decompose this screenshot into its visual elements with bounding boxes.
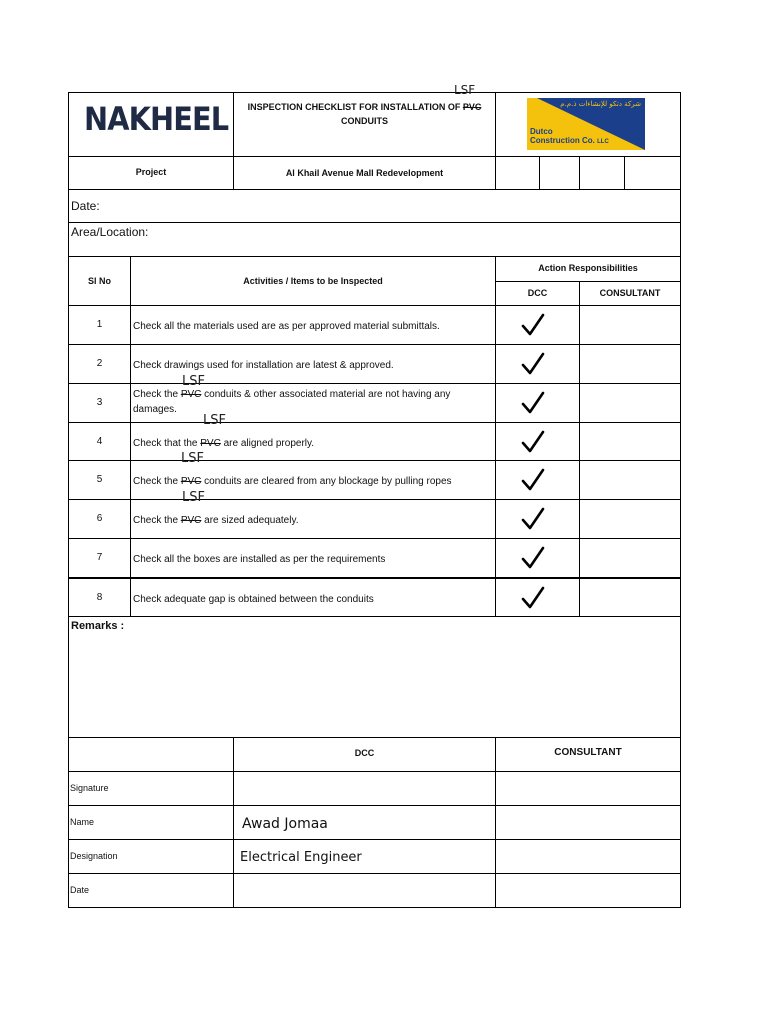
dutco-logo-line1: Dutco	[530, 127, 553, 136]
check-mark-icon	[520, 390, 546, 416]
row-activity-struck: PVC	[180, 515, 202, 526]
row-number: 4	[96, 436, 103, 447]
col-sl-no: Sl No	[87, 276, 111, 286]
row-activity: Check adequate gap is obtained between the conduits	[133, 594, 374, 605]
row-activity-pre: Check that the	[133, 438, 201, 449]
row-number: 5	[96, 474, 103, 485]
title-struck-text: PVC	[462, 102, 482, 112]
check-mark-icon	[520, 312, 546, 338]
project-label: Project	[135, 167, 167, 177]
row-number: 8	[96, 592, 103, 603]
designation-label: Designation	[70, 851, 118, 861]
signoff-date-label: Date	[70, 885, 90, 895]
row-activity	[133, 474, 452, 489]
check-mark-icon	[520, 545, 546, 571]
check-mark-icon	[520, 429, 546, 455]
row-activity: Check all the materials used are as per approved material submittals.	[133, 321, 440, 332]
dutco-logo	[527, 98, 645, 150]
row-activity-struck: PVC	[200, 438, 221, 449]
title-text-line2: CONDUITS	[341, 116, 388, 126]
dutco-logo-name	[530, 127, 609, 147]
col-dcc: DCC	[527, 288, 548, 298]
row-number: 7	[96, 552, 103, 563]
row-activity: Check drawings used for installation are latest & approved.	[133, 360, 394, 371]
row-replacement-text: LSF	[182, 490, 205, 505]
row-activity-post: are sized adequately.	[201, 515, 299, 526]
row-replacement-text: LSF	[182, 374, 205, 389]
row-activity-pre: Check the	[133, 515, 181, 526]
project-value: Al Khail Avenue Mall Redevelopment	[285, 168, 444, 178]
check-mark-icon	[520, 351, 546, 377]
row-activity-post: are aligned properly.	[220, 438, 315, 449]
dutco-logo-llc: LLC	[597, 139, 609, 145]
page-title	[234, 100, 495, 128]
row-activity-struck: PVC	[180, 389, 202, 400]
title-text: INSPECTION CHECKLIST FOR INSTALLATION OF	[247, 102, 463, 112]
check-mark-icon	[520, 506, 546, 532]
col-consultant: CONSULTANT	[599, 288, 661, 298]
date-label: Date:	[71, 199, 100, 213]
remarks-label: Remarks :	[71, 620, 125, 632]
row-activity	[133, 387, 450, 417]
row-number: 3	[96, 397, 103, 408]
area-location-label: Area/Location:	[71, 225, 149, 239]
row-activity-pre: Check the	[133, 389, 181, 400]
row-activity-struck: PVC	[180, 476, 202, 487]
signature-label: Signature	[70, 783, 109, 793]
row-activity-line2: damages.	[133, 404, 177, 415]
nakheel-logo: NAKHEEL	[84, 100, 229, 138]
row-activity-post: conduits are cleared from any blockage by pulling ropes	[201, 476, 452, 487]
dutco-logo-arabic: شركة دتكو للإنشاءات ذ.م.م	[560, 100, 641, 108]
dutco-logo-line2: Construction Co.	[530, 136, 595, 145]
name-label: Name	[70, 817, 95, 827]
row-activity-pre: Check the	[133, 476, 181, 487]
signoff-col-dcc: DCC	[354, 748, 375, 758]
check-mark-icon	[520, 467, 546, 493]
row-replacement-text: LSF	[203, 413, 226, 428]
row-number: 6	[96, 513, 103, 524]
row-activity-post: conduits & other associated material are not having any	[201, 389, 451, 400]
row-activity	[133, 436, 314, 451]
col-action-responsibilities: Action Responsibilities	[538, 263, 638, 273]
row-replacement-text: LSF	[181, 451, 204, 466]
check-mark-icon	[520, 585, 546, 611]
col-activities: Activities / Items to be Inspected	[243, 276, 383, 286]
row-number: 1	[96, 319, 103, 330]
name-value: Awad Jomaa	[242, 816, 328, 832]
designation-value: Electrical Engineer	[240, 850, 362, 865]
signoff-col-consultant: CONSULTANT	[554, 747, 622, 758]
row-activity	[133, 513, 298, 528]
title-replacement-text: LSF	[454, 83, 476, 97]
row-activity: Check all the boxes are installed as per the requirements	[133, 554, 386, 565]
row-number: 2	[96, 358, 103, 369]
